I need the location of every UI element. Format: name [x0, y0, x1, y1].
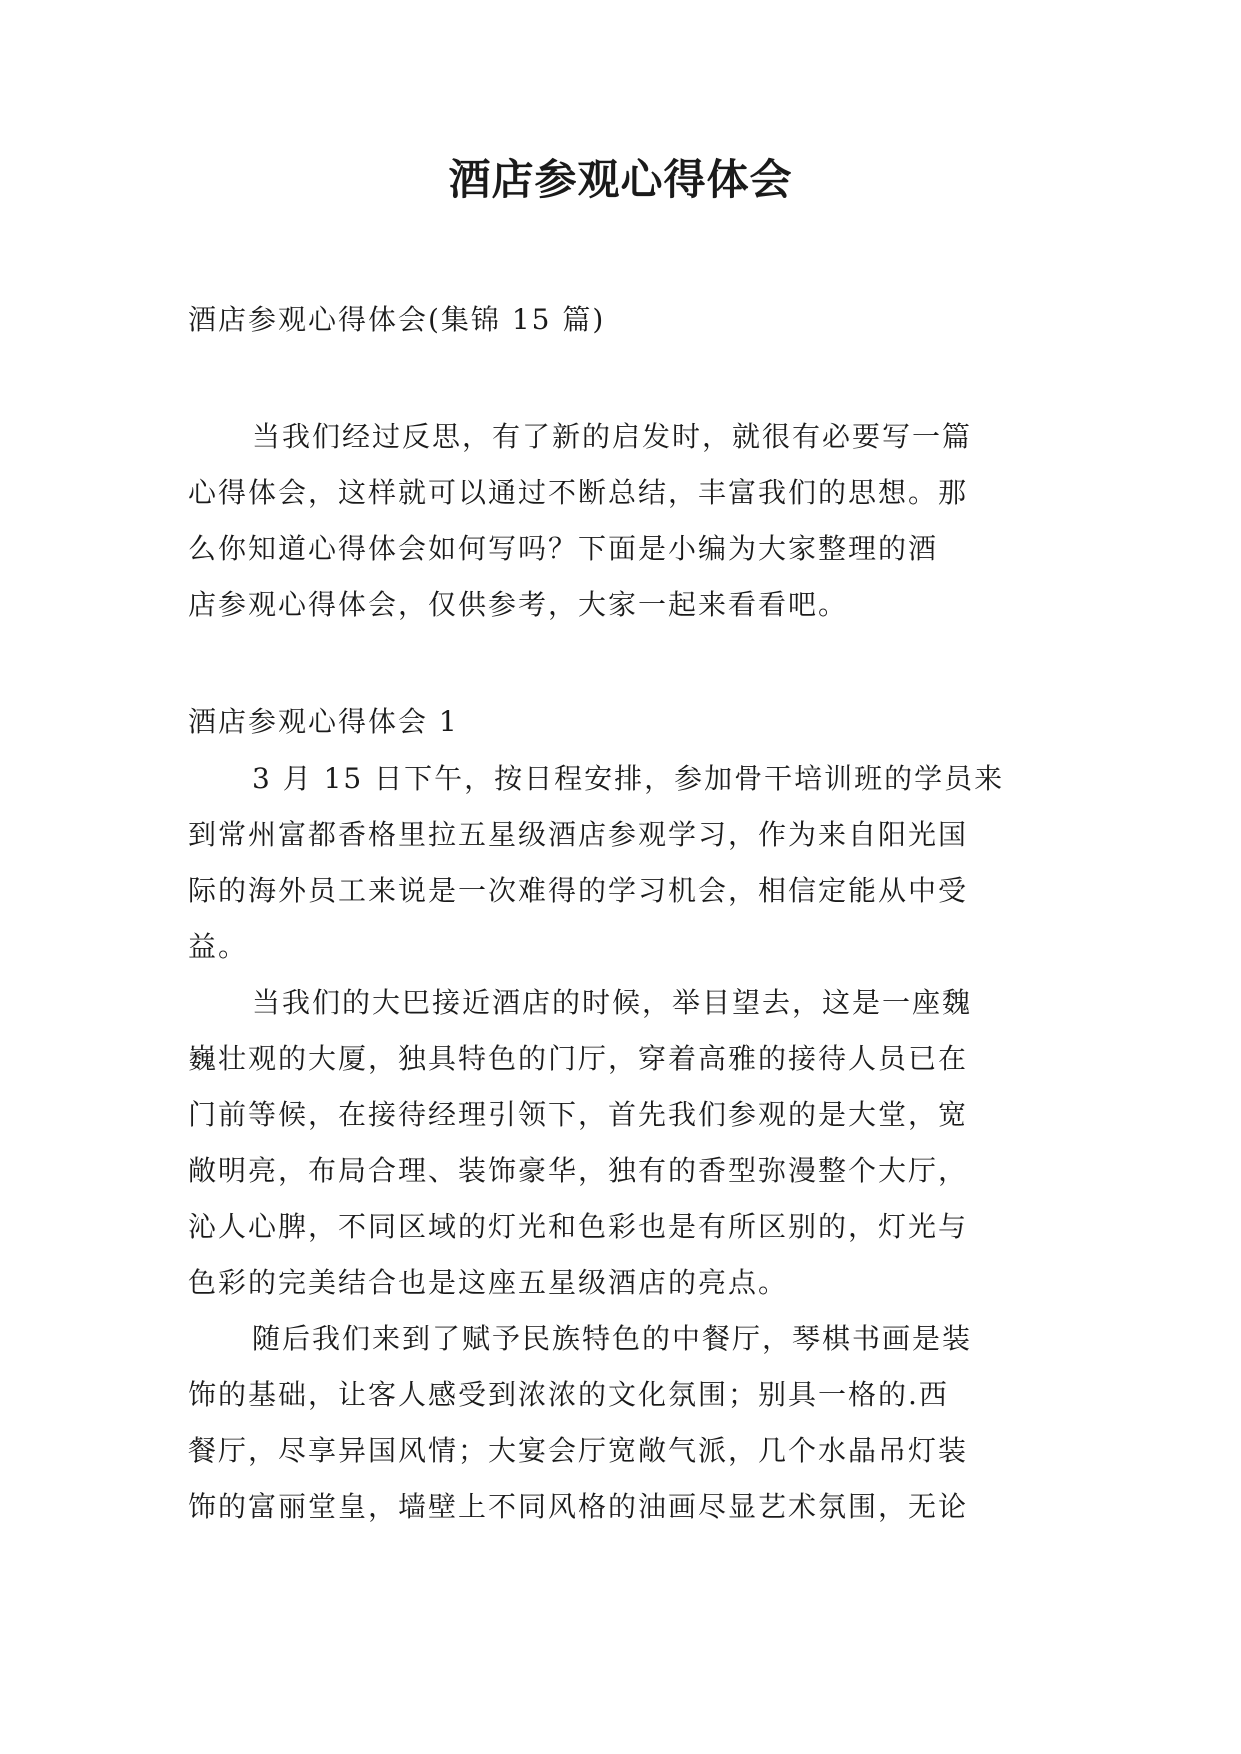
subtitle-text: 酒店参观心得体会(集锦 15 篇)	[188, 303, 606, 336]
body-line: 沁人心脾，不同区域的灯光和色彩也是有所区别的，灯光与	[188, 1210, 969, 1243]
section-heading	[188, 694, 1068, 750]
body-line: 到常州富都香格里拉五星级酒店参观学习，作为来自阳光国	[188, 818, 969, 851]
body-line: 饰的富丽堂皇，墙壁上不同风格的油画尽显艺术氛围，无论	[188, 1490, 969, 1523]
body-line: 饰的基础，让客人感受到浓浓的文化氛围；别具一格的.西	[188, 1378, 949, 1411]
section-heading-text: 酒店参观心得体会 1	[188, 705, 459, 738]
body-line: 门前等候，在接待经理引领下，首先我们参观的是大堂，宽	[188, 1098, 969, 1131]
document-title: 酒店参观心得体会	[448, 155, 793, 204]
intro-paragraph	[188, 409, 1068, 633]
intro-line: 当我们经过反思，有了新的启发时，就很有必要写一篇	[252, 420, 973, 453]
body-line: 益。	[188, 930, 249, 963]
body-line: 色彩的完美结合也是这座五星级酒店的亮点。	[188, 1266, 789, 1299]
body-line: 当我们的大巴接近酒店的时候，举目望去，这是一座魏	[252, 986, 973, 1019]
body-line: 巍壮观的大厦，独具特色的门厅，穿着高雅的接待人员已在	[188, 1042, 969, 1075]
intro-line: 店参观心得体会，仅供参考，大家一起来看看吧。	[188, 588, 849, 621]
body-line: 随后我们来到了赋予民族特色的中餐厅，琴棋书画是装	[252, 1322, 973, 1355]
intro-line: 心得体会，这样就可以通过不断总结，丰富我们的思想。那	[188, 476, 969, 509]
body-line: 敞明亮，布局合理、装饰豪华，独有的香型弥漫整个大厅，	[188, 1154, 969, 1187]
intro-line: 么你知道心得体会如何写吗？下面是小编为大家整理的酒	[188, 532, 939, 565]
document-subtitle	[188, 292, 1068, 348]
body-line: 际的海外员工来说是一次难得的学习机会，相信定能从中受	[188, 874, 969, 907]
body-line: 3 月 15 日下午，按日程安排，参加骨干培训班的学员来	[252, 762, 1005, 795]
body-line: 餐厅，尽享异国风情；大宴会厅宽敞气派，几个水晶吊灯装	[188, 1434, 969, 1467]
section-body	[188, 751, 1068, 1535]
